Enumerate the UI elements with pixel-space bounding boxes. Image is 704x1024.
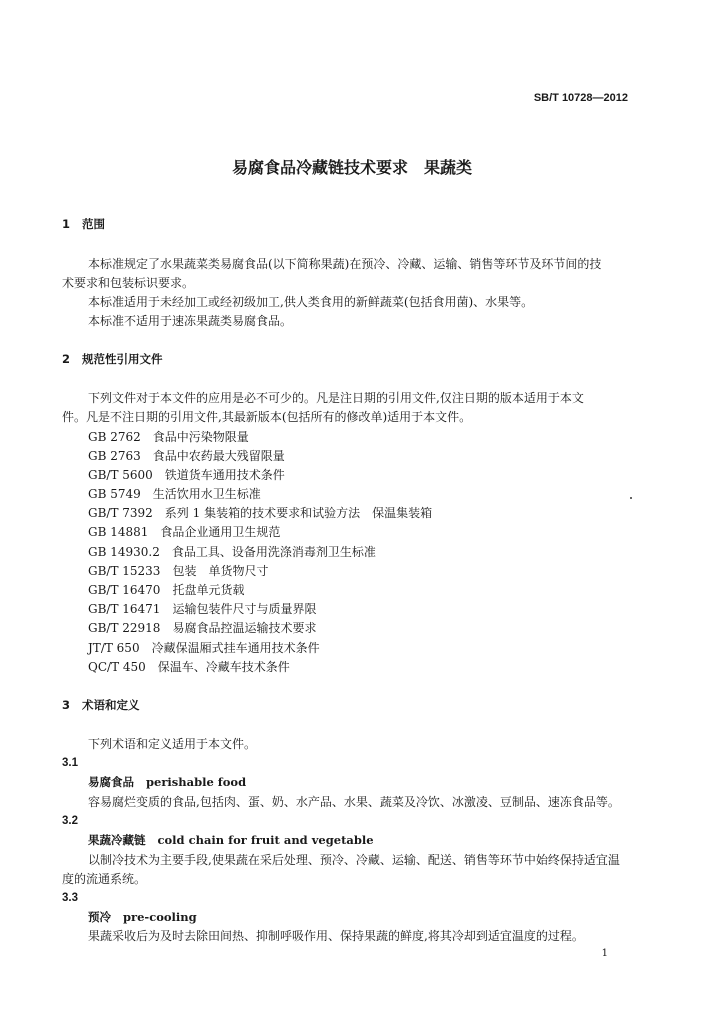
paragraph-line: 件。凡是不注日期的引用文件,其最新版本(包括所有的修改单)适用于本文件。 [62, 410, 472, 424]
term-definition: 容易腐烂变质的食品,包括肉、蛋、奶、水产品、水果、蔬菜及冷饮、冰激凌、豆制品、速冻食品等。 [88, 795, 620, 809]
reference-item: GB/T 5600 铁道货车通用技术条件 [88, 468, 285, 482]
scan-speck [630, 497, 632, 499]
section-number: 3 [62, 698, 71, 712]
term-en: pre-cooling [123, 910, 197, 924]
reference-item: QC/T 450 保温车、冷藏车技术条件 [88, 660, 290, 674]
paragraph: 本标准不适用于速冻果蔬类易腐食品。 [88, 314, 293, 328]
page-number: 1 [601, 948, 608, 959]
term-zh: 预冷 [88, 910, 111, 924]
term-definition-line: 度的流通系统。 [62, 872, 147, 886]
term-zh: 果蔬冷藏链 [88, 833, 146, 847]
section-heading-terms-definitions [62, 697, 140, 713]
reference-item: GB/T 7392 系列 1 集装箱的技术要求和试验方法 保温集装箱 [88, 506, 433, 520]
term-title [88, 774, 246, 790]
reference-item: GB/T 15233 包装 单货物尺寸 [88, 564, 269, 578]
section-title: 规范性引用文件 [82, 352, 163, 366]
reference-item: GB/T 16471 运输包装件尺寸与质量界限 [88, 602, 317, 616]
reference-item: GB 14881 食品企业通用卫生规范 [88, 525, 281, 539]
page-title: 易腐食品冷藏链技术要求 果蔬类 [231, 158, 472, 177]
term-definition-line: 以制冷技术为主要手段,使果蔬在采后处理、预冷、冷藏、运输、配送、销售等环节中始终保持适宜温 [88, 853, 620, 867]
paragraph: 下列术语和定义适用于本文件。 [88, 737, 257, 751]
reference-item: JT/T 650 冷藏保温厢式挂车通用技术条件 [88, 641, 320, 655]
standard-number: SB/T 10728—2012 [533, 92, 628, 104]
reference-item: GB 2763 食品中农药最大残留限量 [88, 449, 285, 463]
reference-item: GB/T 22918 易腐食品控温运输技术要求 [88, 621, 317, 635]
term-number: 3.3 [62, 892, 78, 904]
section-title: 术语和定义 [82, 698, 140, 712]
term-number: 3.1 [62, 757, 78, 769]
term-title [88, 909, 197, 925]
section-title: 范围 [82, 217, 105, 231]
term-zh: 易腐食品 [88, 775, 134, 789]
reference-item: GB 2762 食品中污染物限量 [88, 430, 249, 444]
section-heading-scope [62, 216, 105, 232]
section-number: 2 [62, 352, 71, 366]
paragraph-line: 下列文件对于本文件的应用是必不可少的。凡是注日期的引用文件,仅注日期的版本适用于本文 [88, 391, 584, 405]
paragraph: 本标准适用于未经加工或经初级加工,供人类食用的新鲜蔬菜(包括食用菌)、水果等。 [88, 295, 534, 309]
reference-item: GB 5749 生活饮用水卫生标准 [88, 487, 261, 501]
term-en: cold chain for fruit and vegetable [157, 833, 374, 847]
section-number: 1 [62, 217, 71, 231]
paragraph-line: 术要求和包装标识要求。 [62, 276, 195, 290]
term-title [88, 832, 374, 848]
section-heading-normative-references [62, 351, 163, 367]
reference-item: GB 14930.2 食品工具、设备用洗涤消毒剂卫生标准 [88, 545, 376, 559]
term-en: perishable food [146, 775, 247, 789]
reference-item: GB/T 16470 托盘单元货载 [88, 583, 245, 597]
paragraph-line: 本标准规定了水果蔬菜类易腐食品(以下简称果蔬)在预冷、冷藏、运输、销售等环节及环节间的技 [88, 257, 602, 271]
term-number: 3.2 [62, 815, 78, 827]
term-definition: 果蔬采收后为及时去除田间热、抑制呼吸作用、保持果蔬的鲜度,将其冷却到适宜温度的过程。 [88, 929, 584, 943]
